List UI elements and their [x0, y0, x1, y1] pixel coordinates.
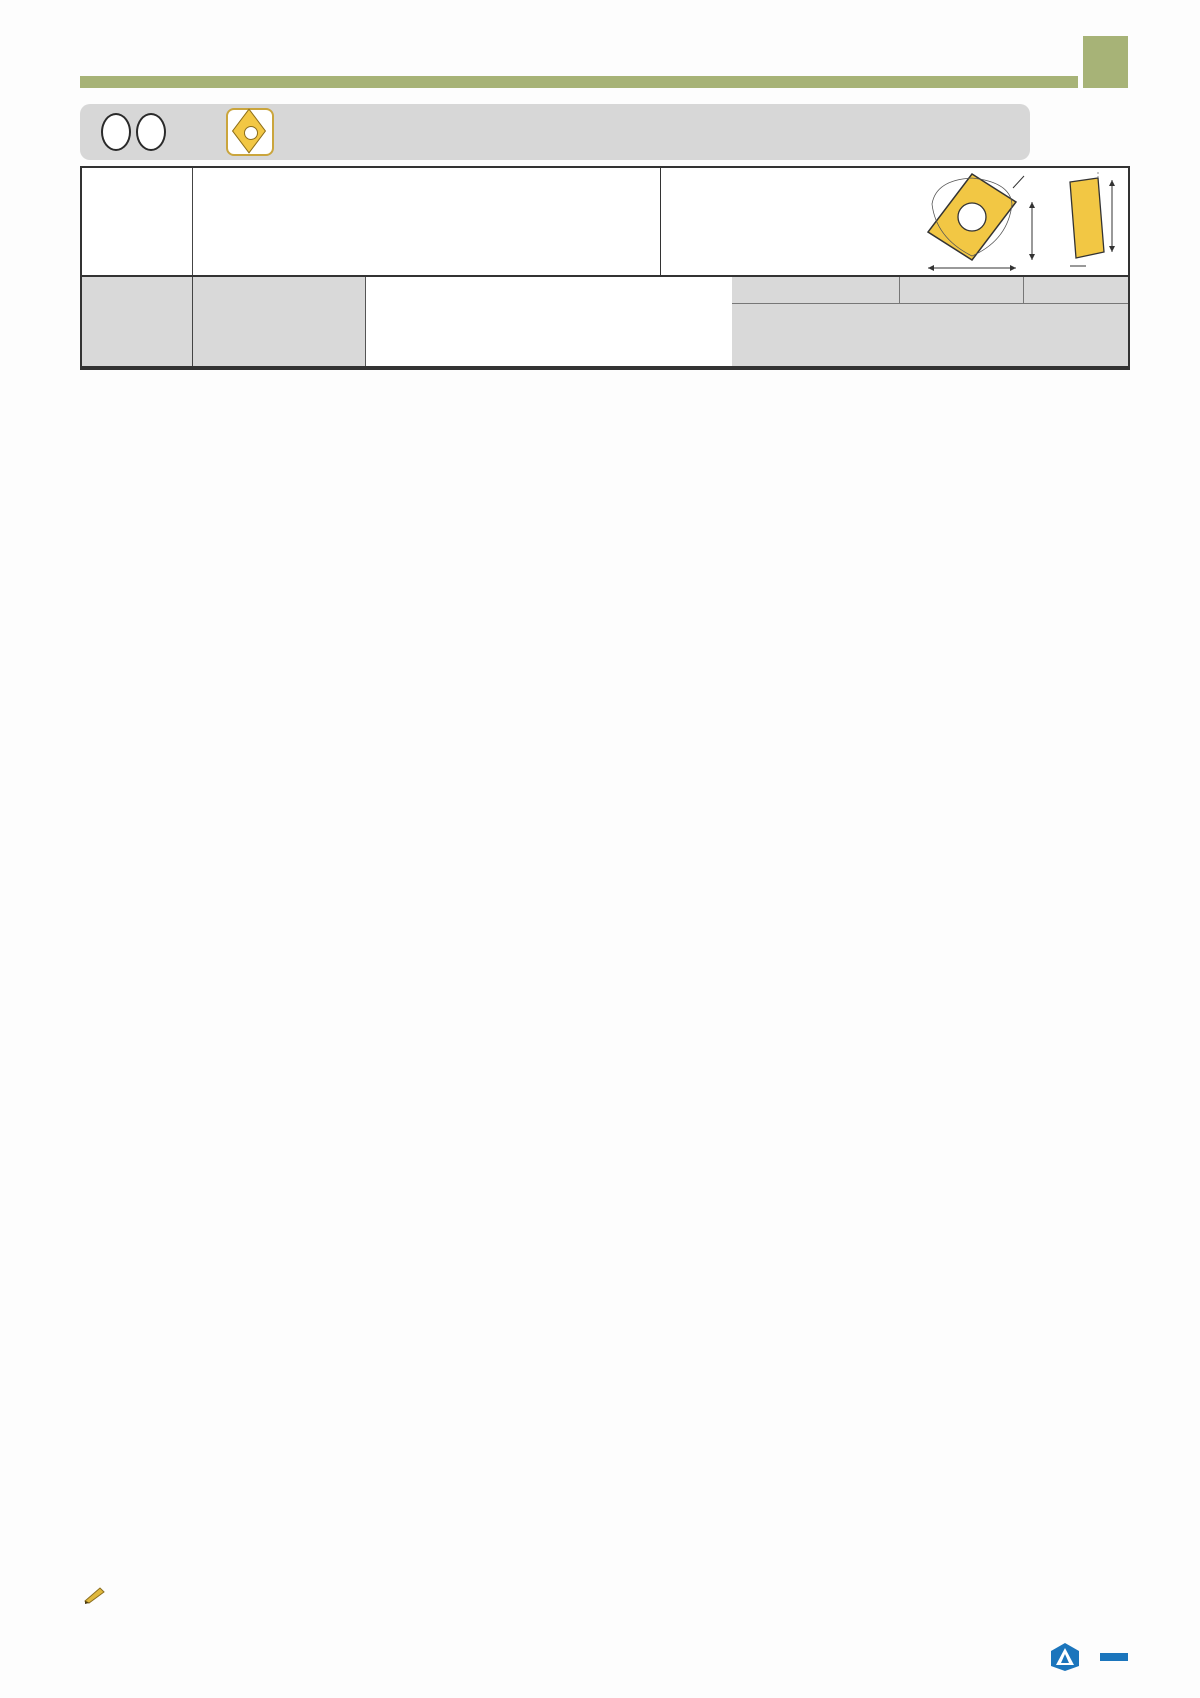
cutting-header [900, 277, 1024, 303]
vbd-header [82, 277, 193, 366]
section-badge [1083, 36, 1128, 88]
designation-header [193, 277, 366, 366]
shape-circle-icon [101, 113, 131, 151]
pencil-icon [84, 1586, 106, 1604]
insert-table [80, 166, 1130, 370]
grade-header-section [82, 277, 1128, 368]
insert-dimension-diagram [920, 168, 1126, 272]
diamond-insert-icon [226, 108, 274, 156]
title-rule [80, 76, 1078, 88]
workpiece-section [82, 168, 1128, 277]
insert-type-header [80, 104, 1030, 160]
legend-zone [660, 168, 1128, 275]
shape-circle-icon [136, 113, 166, 151]
section-sidebar [1152, 0, 1200, 1698]
page-number-badge [1100, 1653, 1128, 1661]
korloy-logo-icon [1050, 1642, 1080, 1672]
dims-header [732, 277, 900, 303]
footer-notes [84, 1586, 1128, 1604]
workpiece-label [82, 168, 193, 275]
holders-header [1024, 277, 1128, 303]
